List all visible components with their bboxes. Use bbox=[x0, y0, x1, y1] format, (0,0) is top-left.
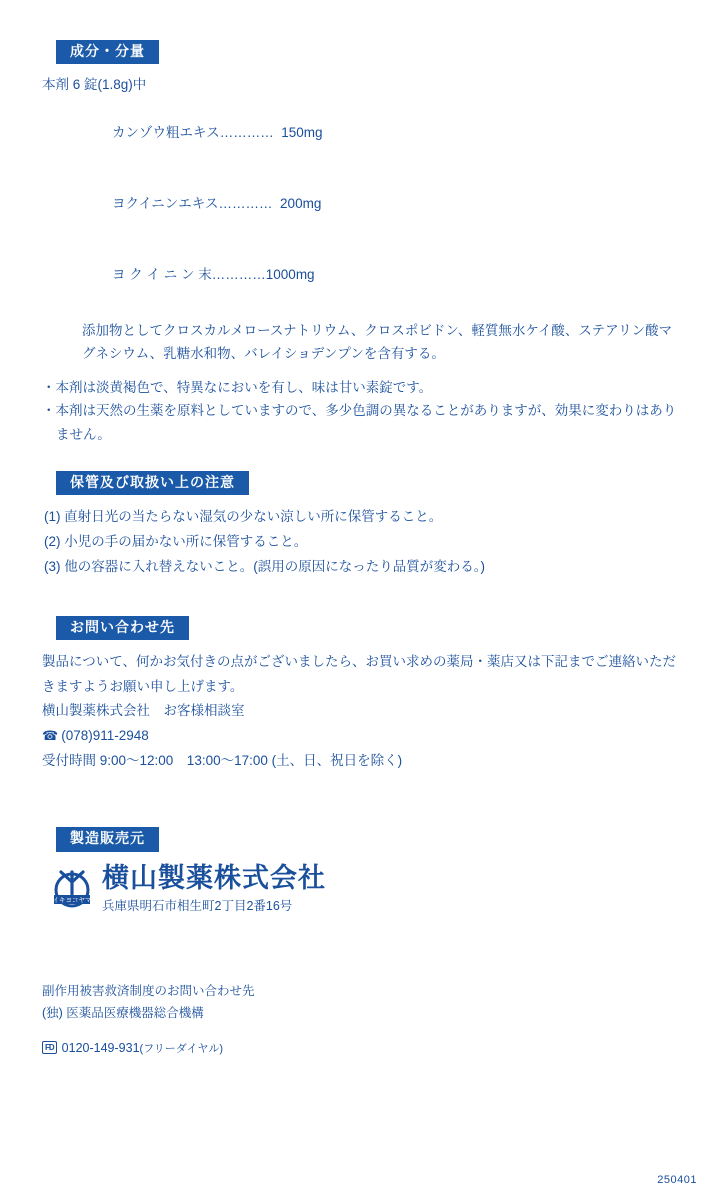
ingredient-row bbox=[42, 239, 682, 310]
section-storage bbox=[42, 471, 682, 580]
freedial-number: 0120-149-931 bbox=[61, 1040, 140, 1055]
contact-phone-row bbox=[42, 723, 682, 749]
ingredient-amount: 150mg bbox=[281, 124, 323, 140]
storage-item: (3) 他の容器に入れ替えないこと。(誤用の原因になったり品質が変わる。) bbox=[44, 559, 485, 575]
document-code: 250401 bbox=[657, 1174, 697, 1186]
manufacturer-address: 兵庫県明石市相生町2丁目2番16号 bbox=[102, 899, 293, 914]
ingredient-amount: 1000mg bbox=[265, 266, 315, 282]
ingredient-row bbox=[42, 168, 682, 239]
ingredients-heading-wrap bbox=[42, 40, 682, 64]
section-ingredients bbox=[42, 40, 682, 447]
contact-phone-number: (078)911-2948 bbox=[61, 728, 149, 744]
ingredient-name: カンゾウ粗エキス………… bbox=[112, 124, 274, 140]
manufacturer-text bbox=[102, 864, 326, 916]
telephone-icon: ☎ bbox=[42, 728, 59, 744]
storage-heading: 保管及び取扱い上の注意 bbox=[56, 471, 249, 495]
contact-paragraph: 製品について、何かお気付きの点がございましたら、お買い求めの薬局・薬店又は下記までご連絡いただきますようお願い申し上げます。 bbox=[42, 654, 676, 694]
ingredients-note bbox=[42, 376, 682, 400]
contact-company: 横山製薬株式会社 お客様相談室 bbox=[42, 702, 245, 718]
relief-line2: (独) 医薬品医療機器総合機構 bbox=[42, 1006, 204, 1021]
ingredients-note bbox=[42, 399, 682, 446]
ingredients-intro: 本剤 6 錠(1.8g)中 bbox=[42, 77, 147, 93]
manufacturer-block bbox=[42, 864, 682, 916]
contact-heading-wrap bbox=[42, 616, 682, 640]
contact-hours: 受付時間 9:00〜12:00 13:00〜17:00 (土、日、祝日を除く) bbox=[42, 752, 403, 768]
manufacturer-name: 横山製薬株式会社 bbox=[102, 862, 326, 893]
storage-item: (2) 小児の手の届かない所に保管すること。 bbox=[44, 534, 308, 550]
ingredient-name: ヨ ク イ ニ ン 末………… bbox=[112, 266, 266, 282]
relief-line1: 副作用被害救済制度のお問い合わせ先 bbox=[42, 983, 255, 998]
section-manufacturer bbox=[42, 827, 682, 916]
ingredient-row bbox=[42, 97, 682, 168]
svg-text:イキヨコヤマ: イキヨコヤマ bbox=[52, 896, 92, 904]
freedial-label: (フリーダイヤル) bbox=[139, 1042, 224, 1055]
company-logo-icon bbox=[48, 864, 96, 912]
storage-item: (1) 直射日光の当たらない湿気の少ない涼しい所に保管すること。 bbox=[44, 509, 443, 525]
manufacturer-heading-wrap bbox=[42, 827, 682, 851]
contact-heading: お問い合わせ先 bbox=[56, 616, 189, 640]
section-contact bbox=[42, 616, 682, 773]
storage-heading-wrap bbox=[42, 471, 682, 495]
freedial-row bbox=[42, 1037, 682, 1060]
leaflet-content bbox=[42, 40, 682, 1066]
ingredient-name: ヨクイニンエキス………… bbox=[112, 195, 273, 211]
ingredients-additives: 添加物としてクロスカルメロースナトリウム、クロスポビドン、軽質無水ケイ酸、ステアリン酸マグネシウム、乳糖水和物、バレイショデンプンを含有する。 bbox=[82, 322, 673, 361]
ingredients-note-text: ・本剤は天然の生薬を原料としていますので、多少色調の異なることがありますが、効果に変わりはありません。 bbox=[42, 403, 677, 443]
section-relief bbox=[42, 980, 682, 1060]
ingredients-note-text: ・本剤は淡黄褐色で、特異なにおいを有し、味は甘い素錠です。 bbox=[42, 379, 433, 395]
ingredients-heading: 成分・分量 bbox=[56, 40, 159, 64]
ingredient-amount: 200mg bbox=[280, 195, 322, 211]
freedial-icon: FD bbox=[42, 1041, 57, 1054]
manufacturer-heading: 製造販売元 bbox=[56, 827, 159, 851]
